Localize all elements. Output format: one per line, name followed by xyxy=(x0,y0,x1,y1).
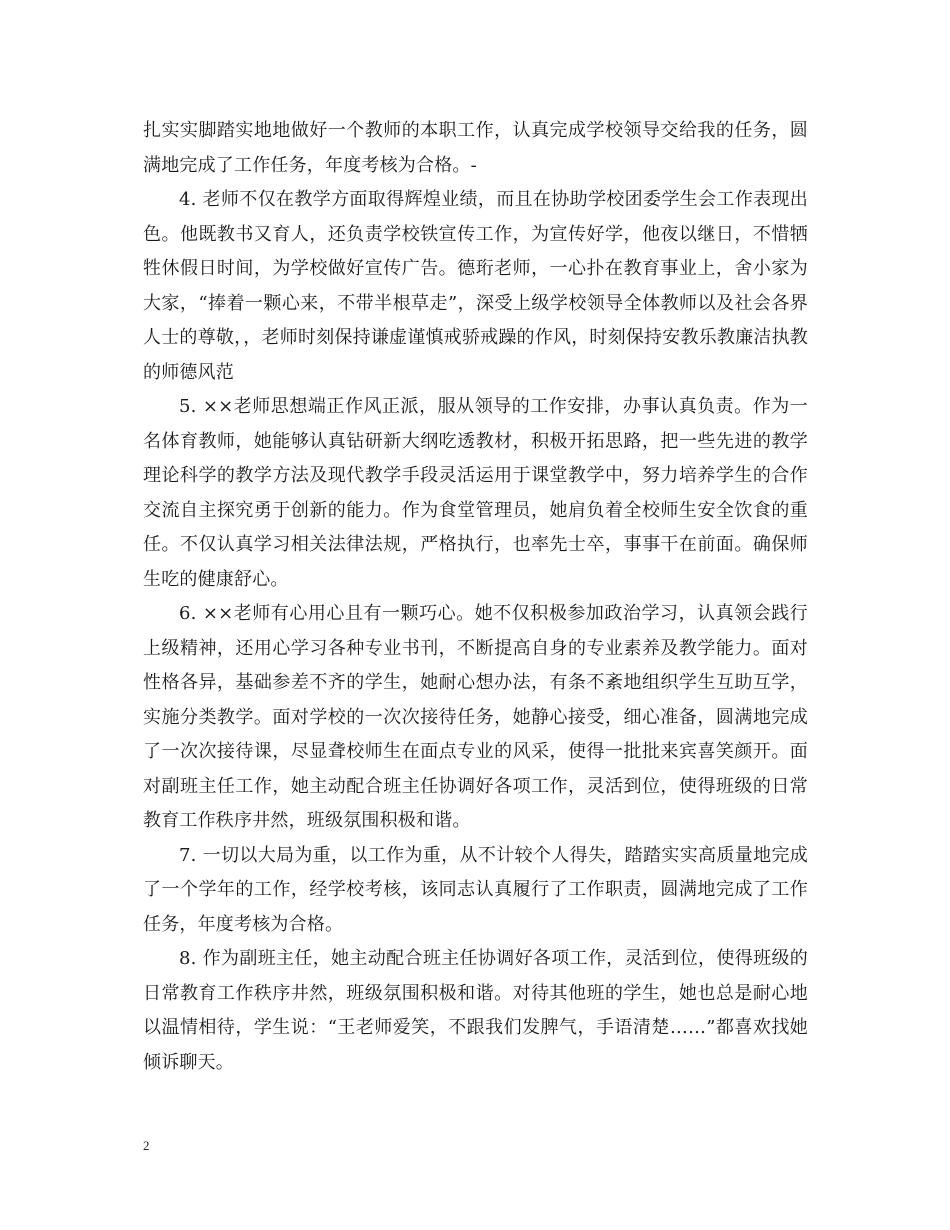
paragraph-item-7: 7. 一切以大局为重，以工作为重，从不计较个人得失，踏踏实实高质量地完成了一个学年的工作，经学校考核，该同志认真履行了工作职责，圆满地完成了工作任务，年度考核为合格。 xyxy=(143,844,808,935)
document-body xyxy=(143,114,808,1080)
paragraph-item-4: 4. 老师不仅在教学方面取得辉煌业绩，而且在协助学校团委学生会工作表现出色。他既教书又育人，还负责学校铁宣传工作，为宣传好学，他夜以继日，不惜牺牲休假日时间，为学校做好宣传广告。德珩老师，一心扑在教育事业上，舍小家为大家，“捧着一颗心来，不带半根草走”，深受上级学校领导全体教师以及社会各界人士的尊敬，，老师时刻保持谦虚谨慎戒骄戒躁的作风，时刻保持安教乐教廉洁执教的师德风范 xyxy=(143,189,808,383)
paragraph-item-6: 6. ××老师有心用心且有一颗巧心。她不仅积极参加政治学习，认真领会践行上级精神，还用心学习各种专业书刊，不断提高自身的专业素养及教学能力。面对性格各异，基础参差不齐的学生，她耐心想办法，有条不紊地组织学生互助互学，实施分类教学。面对学校的一次次接待任务，她静心接受，细心准备，圆满地完成了一次次接待课，尽显聋校师生在面点专业的风采，使得一批批来宾喜笑颜开。面对副班主任工作，她主动配合班主任协调好各项工作，灵活到位，使得班级的日常教育工作秩序井然，班级氛围积极和谐。 xyxy=(143,603,808,831)
page-number: 2 xyxy=(143,1138,150,1153)
paragraph-item-5: 5. ××老师思想端正作风正派，服从领导的工作安排，办事认真负责。作为一名体育教师，她能够认真钻研新大纲吃透教材，积极开拓思路，把一些先进的教学理论科学的教学方法及现代教学手段灵活运用于课堂教学中，努力培养学生的合作交流自主探究勇于创新的能力。作为食堂管理员，她肩负着全校师生安全饮食的重任。不仅认真学习相关法律法规，严格执行，也率先士卒，事事干在前面。确保师生吃的健康舒心。 xyxy=(143,396,808,590)
paragraph-item-8: 8. 作为副班主任，她主动配合班主任协调好各项工作，灵活到位，使得班级的日常教育工作秩序井然，班级氛围积极和谐。对待其他班的学生，她也总是耐心地以温情相待，学生说：“王老师爱笑，不跟我们发脾气，手语清楚……”都喜欢找她倾诉聊天。 xyxy=(143,948,808,1073)
paragraph-continuation: 扎实实脚踏实地地做好一个教师的本职工作，认真完成学校领导交给我的任务，圆满地完成了工作任务，年度考核为合格。- xyxy=(143,120,808,176)
